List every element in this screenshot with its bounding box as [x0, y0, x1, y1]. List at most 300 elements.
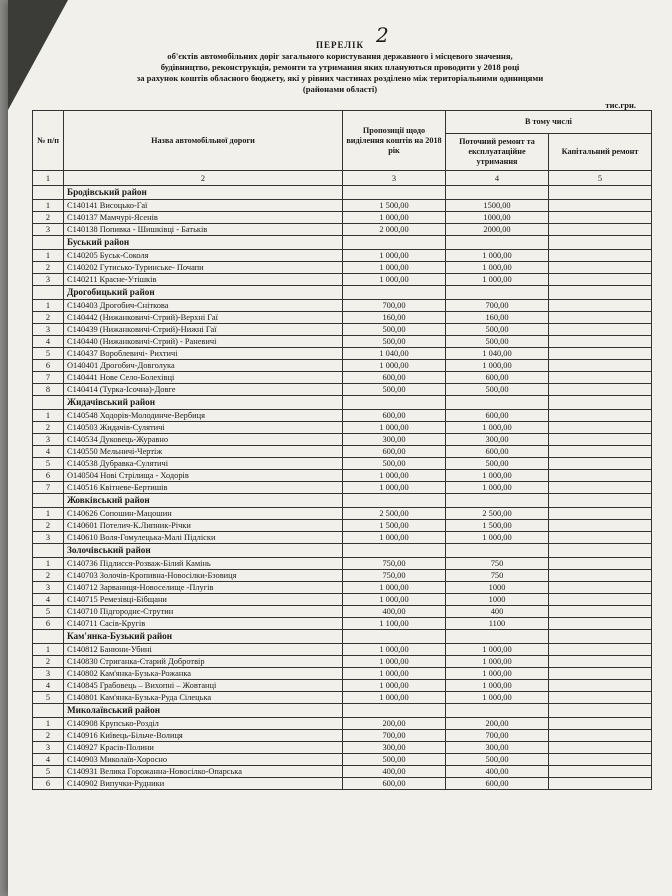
district-row [33, 396, 652, 410]
row-num: 1 [33, 718, 64, 730]
proposed-amount: 400,00 [343, 766, 446, 778]
district-empty-cell [343, 494, 446, 508]
capital-repair-amount [549, 274, 652, 286]
capital-repair-amount [549, 446, 652, 458]
current-repair-amount: 750 [446, 570, 549, 582]
road-name: С140931 Велика Горожанна-Новосілко-Опарська [64, 766, 343, 778]
table-row [33, 508, 652, 520]
table-row [33, 680, 652, 692]
district-empty-cell [343, 236, 446, 250]
subtitle-line-3: за рахунок коштів обласного бюджету, які у рівних частинах розділено між територіальними одиницями [136, 73, 544, 83]
district-name: Миколаївський район [64, 704, 343, 718]
proposed-amount: 300,00 [343, 742, 446, 754]
capital-repair-amount [549, 336, 652, 348]
row-num: 3 [33, 582, 64, 594]
row-num: 1 [33, 250, 64, 262]
current-repair-amount: 300,00 [446, 742, 549, 754]
row-num: 7 [33, 482, 64, 494]
district-empty-cell [343, 544, 446, 558]
proposed-amount: 1 000,00 [343, 274, 446, 286]
current-repair-amount: 2 500,00 [446, 508, 549, 520]
capital-repair-amount [549, 644, 652, 656]
district-num-cell [33, 630, 64, 644]
units-label: тис.грн. [605, 100, 636, 110]
district-name: Золочівський район [64, 544, 343, 558]
current-repair-amount: 1 000,00 [446, 274, 549, 286]
current-repair-amount: 1 000,00 [446, 470, 549, 482]
table-body [33, 171, 652, 790]
row-num: 3 [33, 532, 64, 544]
road-name: С140538 Дубравка-Сулятичі [64, 458, 343, 470]
row-num: 2 [33, 656, 64, 668]
district-row [33, 704, 652, 718]
road-name: С140845 Грабовець – Вихопні – Жовтанці [64, 680, 343, 692]
current-repair-amount: 600,00 [446, 778, 549, 790]
subtitle-line-1: об'єктів автомобільних доріг загального користування державного і місцевого значення, [167, 51, 513, 61]
road-name: С140439 (Нижанковичі-Стрий)-Нижні Гаї [64, 324, 343, 336]
current-repair-amount: 1 000,00 [446, 532, 549, 544]
district-num-cell [33, 286, 64, 300]
road-name: С140927 Красів-Полини [64, 742, 343, 754]
road-name: С140550 Мельничі-Чертіж [64, 446, 343, 458]
road-name: С140908 Крупсько-Розділ [64, 718, 343, 730]
capital-repair-amount [549, 520, 652, 532]
row-num: 6 [33, 360, 64, 372]
row-num: 1 [33, 410, 64, 422]
district-empty-cell [549, 396, 652, 410]
current-repair-amount: 500,00 [446, 336, 549, 348]
capital-repair-amount [549, 470, 652, 482]
table-row [33, 778, 652, 790]
current-repair-amount: 500,00 [446, 384, 549, 396]
district-row [33, 236, 652, 250]
proposed-amount: 500,00 [343, 458, 446, 470]
row-num: 5 [33, 348, 64, 360]
district-num-cell [33, 236, 64, 250]
road-name: С140442 (Нижанковичі-Стрий)-Верхні Гаї [64, 312, 343, 324]
current-repair-amount: 600,00 [446, 410, 549, 422]
table-row [33, 312, 652, 324]
road-name: С140403 Дрогобич-Сніткова [64, 300, 343, 312]
current-repair-amount: 1 000,00 [446, 668, 549, 680]
district-row [33, 286, 652, 300]
road-name: С140916 Київець-Більче-Волиця [64, 730, 343, 742]
road-name: С140712 Зарваниця-Новоселище -Плугів [64, 582, 343, 594]
road-name: С140440 (Нижанковичі-Стрий) - Раневичі [64, 336, 343, 348]
row-num: 5 [33, 766, 64, 778]
table-row [33, 224, 652, 236]
table-row [33, 274, 652, 286]
table-row [33, 570, 652, 582]
current-repair-amount: 1 000,00 [446, 680, 549, 692]
current-repair-amount: 1100 [446, 618, 549, 630]
table-row [33, 606, 652, 618]
current-repair-amount: 1 000,00 [446, 262, 549, 274]
table-row [33, 618, 652, 630]
row-num: 8 [33, 384, 64, 396]
capital-repair-amount [549, 680, 652, 692]
document-title: ПЕРЕЛІК [315, 40, 365, 50]
road-name: О140504 Нові Стрілища - Ходорів [64, 470, 343, 482]
capital-repair-amount [549, 224, 652, 236]
district-num-cell [33, 186, 64, 200]
district-name: Кам'янка-Бузький район [64, 630, 343, 644]
road-name: С140601 Потелич-К.Липник-Річки [64, 520, 343, 532]
current-repair-amount: 1 000,00 [446, 482, 549, 494]
proposed-amount: 1 000,00 [343, 668, 446, 680]
table-row [33, 644, 652, 656]
capital-repair-amount [549, 324, 652, 336]
proposed-amount: 300,00 [343, 434, 446, 446]
handwritten-number: 2 [376, 23, 389, 47]
document-header [8, 23, 672, 95]
current-repair-amount: 600,00 [446, 372, 549, 384]
capital-repair-amount [549, 532, 652, 544]
capital-repair-amount [549, 606, 652, 618]
road-name: С140437 Вороблевичі- Рихтичі [64, 348, 343, 360]
district-row [33, 186, 652, 200]
current-repair-amount: 400 [446, 606, 549, 618]
proposed-amount: 500,00 [343, 384, 446, 396]
district-row [33, 544, 652, 558]
row-num: 6 [33, 470, 64, 482]
road-name: С140503 Жидачів-Сулятичі [64, 422, 343, 434]
road-name: С140548 Ходорів-Молодинче-Вербиця [64, 410, 343, 422]
header-num: № п/п [33, 111, 64, 171]
current-repair-amount: 600,00 [446, 446, 549, 458]
row-num: 2 [33, 422, 64, 434]
row-num: 4 [33, 754, 64, 766]
current-repair-amount: 300,00 [446, 434, 549, 446]
road-name: С140830 Стриганка-Старий Добротвір [64, 656, 343, 668]
road-name: С140610 Воля-Гомулецька-Малі Підліски [64, 532, 343, 544]
district-empty-cell [446, 494, 549, 508]
capital-repair-amount [549, 558, 652, 570]
proposed-amount: 1 000,00 [343, 360, 446, 372]
current-repair-amount: 200,00 [446, 718, 549, 730]
proposed-amount: 1 000,00 [343, 692, 446, 704]
capital-repair-amount [549, 360, 652, 372]
district-num-cell [33, 494, 64, 508]
district-empty-cell [343, 704, 446, 718]
document-page [8, 0, 672, 896]
current-repair-amount: 1 040,00 [446, 348, 549, 360]
capital-repair-amount [549, 582, 652, 594]
subtitle-line-2: будівництво, реконструкція, ремонти та утримання яких плануються проводити у 2018 році [160, 62, 520, 72]
row-num: 3 [33, 668, 64, 680]
capital-repair-amount [549, 384, 652, 396]
table-row [33, 656, 652, 668]
district-row [33, 494, 652, 508]
table-row [33, 200, 652, 212]
road-name: С140138 Попивка - Шишківці - Батьків [64, 224, 343, 236]
district-empty-cell [549, 286, 652, 300]
district-empty-cell [343, 630, 446, 644]
district-name: Жидачівський район [64, 396, 343, 410]
current-repair-amount: 1000,00 [446, 212, 549, 224]
capital-repair-amount [549, 656, 652, 668]
road-name: С140534 Дуковець-Журавно [64, 434, 343, 446]
current-repair-amount: 1 500,00 [446, 520, 549, 532]
district-empty-cell [549, 704, 652, 718]
current-repair-amount: 1500,00 [446, 200, 549, 212]
district-empty-cell [549, 544, 652, 558]
table-row [33, 718, 652, 730]
table-row [33, 692, 652, 704]
table-row [33, 668, 652, 680]
row-num: 2 [33, 212, 64, 224]
table-row [33, 594, 652, 606]
road-name: С140441 Нове Село-Болехівці [64, 372, 343, 384]
proposed-amount: 600,00 [343, 446, 446, 458]
current-repair-amount: 1 000,00 [446, 656, 549, 668]
table-row [33, 742, 652, 754]
road-name: С140812 Банюни-Убині [64, 644, 343, 656]
district-empty-cell [549, 236, 652, 250]
current-repair-amount: 500,00 [446, 324, 549, 336]
table-row [33, 730, 652, 742]
capital-repair-amount [549, 730, 652, 742]
road-name: С140516 Квітневе-Бертишів [64, 482, 343, 494]
row-num: 3 [33, 324, 64, 336]
table-row [33, 360, 652, 372]
row-num: 5 [33, 606, 64, 618]
road-name: С140211 Красне-Утішків [64, 274, 343, 286]
column-number: 4 [446, 171, 549, 186]
row-num: 6 [33, 618, 64, 630]
proposed-amount: 200,00 [343, 718, 446, 730]
district-empty-cell [343, 186, 446, 200]
proposed-amount: 1 500,00 [343, 520, 446, 532]
capital-repair-amount [549, 570, 652, 582]
proposed-amount: 1 000,00 [343, 656, 446, 668]
proposed-amount: 1 000,00 [343, 250, 446, 262]
district-empty-cell [446, 286, 549, 300]
current-repair-amount: 1 000,00 [446, 360, 549, 372]
proposed-amount: 600,00 [343, 778, 446, 790]
roads-table [32, 110, 652, 790]
proposed-amount: 1 000,00 [343, 594, 446, 606]
proposed-amount: 400,00 [343, 606, 446, 618]
column-number: 1 [33, 171, 64, 186]
road-name: С140801 Кам'янка-Бузька-Руда Сілецька [64, 692, 343, 704]
proposed-amount: 1 000,00 [343, 422, 446, 434]
row-num: 4 [33, 680, 64, 692]
district-empty-cell [446, 186, 549, 200]
district-empty-cell [446, 396, 549, 410]
table-row [33, 482, 652, 494]
row-num: 1 [33, 300, 64, 312]
district-num-cell [33, 396, 64, 410]
road-name: С140137 Мамчурі-Ясенів [64, 212, 343, 224]
capital-repair-amount [549, 778, 652, 790]
proposed-amount: 1 100,00 [343, 618, 446, 630]
capital-repair-amount [549, 618, 652, 630]
district-empty-cell [549, 630, 652, 644]
table-row [33, 766, 652, 778]
proposed-amount: 2 500,00 [343, 508, 446, 520]
column-number-row [33, 171, 652, 186]
current-repair-amount: 1 000,00 [446, 692, 549, 704]
road-name: С140902 Випучки-Рудники [64, 778, 343, 790]
road-name: С140141 Висоцько-Гаї [64, 200, 343, 212]
header-proposed: Пропозиції щодо виділення коштів на 2018 рік [343, 111, 446, 171]
proposed-amount: 160,00 [343, 312, 446, 324]
proposed-amount: 600,00 [343, 372, 446, 384]
row-num: 2 [33, 262, 64, 274]
proposed-amount: 700,00 [343, 300, 446, 312]
proposed-amount: 500,00 [343, 324, 446, 336]
row-num: 1 [33, 508, 64, 520]
table-row [33, 520, 652, 532]
current-repair-amount: 1000 [446, 582, 549, 594]
current-repair-amount: 400,00 [446, 766, 549, 778]
header-name: Назва автомобільної дороги [64, 111, 343, 171]
road-name: С140710 Підгороднє-Струтин [64, 606, 343, 618]
header-current: Поточний ремонт та експлуатаційне утримання [446, 134, 549, 171]
table-row [33, 434, 652, 446]
capital-repair-amount [549, 300, 652, 312]
current-repair-amount: 160,00 [446, 312, 549, 324]
row-num: 3 [33, 434, 64, 446]
table-row [33, 250, 652, 262]
current-repair-amount: 2000,00 [446, 224, 549, 236]
district-empty-cell [446, 544, 549, 558]
table-row [33, 532, 652, 544]
district-empty-cell [343, 286, 446, 300]
district-num-cell [33, 544, 64, 558]
road-name: С140414 (Турка-Ісочна)-Довге [64, 384, 343, 396]
row-num: 4 [33, 594, 64, 606]
table-row [33, 324, 652, 336]
capital-repair-amount [549, 458, 652, 470]
row-num: 2 [33, 570, 64, 582]
proposed-amount: 1 000,00 [343, 470, 446, 482]
proposed-amount: 1 000,00 [343, 262, 446, 274]
proposed-amount: 1 000,00 [343, 482, 446, 494]
table-row [33, 470, 652, 482]
row-num: 2 [33, 520, 64, 532]
table-row [33, 212, 652, 224]
header-capital: Капітальний ремонт [549, 134, 652, 171]
road-name: С140715 Ремезівці-Бібщани [64, 594, 343, 606]
capital-repair-amount [549, 718, 652, 730]
current-repair-amount: 1000 [446, 594, 549, 606]
road-name: С140903 Миколаїв-Хоросно [64, 754, 343, 766]
column-number: 3 [343, 171, 446, 186]
current-repair-amount: 500,00 [446, 754, 549, 766]
row-num: 3 [33, 274, 64, 286]
district-name: Дрогобицький район [64, 286, 343, 300]
table-row [33, 558, 652, 570]
row-num: 1 [33, 644, 64, 656]
row-num: 2 [33, 730, 64, 742]
proposed-amount: 750,00 [343, 570, 446, 582]
capital-repair-amount [549, 372, 652, 384]
capital-repair-amount [549, 312, 652, 324]
district-row [33, 630, 652, 644]
capital-repair-amount [549, 410, 652, 422]
capital-repair-amount [549, 212, 652, 224]
district-empty-cell [549, 186, 652, 200]
row-num: 3 [33, 224, 64, 236]
district-empty-cell [549, 494, 652, 508]
capital-repair-amount [549, 422, 652, 434]
row-num: 1 [33, 200, 64, 212]
capital-repair-amount [549, 250, 652, 262]
capital-repair-amount [549, 200, 652, 212]
proposed-amount: 1 000,00 [343, 582, 446, 594]
row-num: 3 [33, 742, 64, 754]
capital-repair-amount [549, 348, 652, 360]
proposed-amount: 1 000,00 [343, 680, 446, 692]
table-row [33, 458, 652, 470]
district-empty-cell [343, 396, 446, 410]
district-name: Бродівський район [64, 186, 343, 200]
district-name: Буський район [64, 236, 343, 250]
table-row [33, 300, 652, 312]
row-num: 4 [33, 336, 64, 348]
proposed-amount: 1 040,00 [343, 348, 446, 360]
current-repair-amount: 500,00 [446, 458, 549, 470]
subtitle-line-4: (районами області) [302, 84, 378, 94]
proposed-amount: 1 500,00 [343, 200, 446, 212]
header-incl: В тому числі [446, 111, 652, 134]
road-name: С140626 Сопошин-Мацошин [64, 508, 343, 520]
table-row [33, 348, 652, 360]
current-repair-amount: 700,00 [446, 730, 549, 742]
proposed-amount: 700,00 [343, 730, 446, 742]
capital-repair-amount [549, 594, 652, 606]
road-name: С140802 Кам'янка-Бузька-Рожанка [64, 668, 343, 680]
current-repair-amount: 1 000,00 [446, 644, 549, 656]
table-row [33, 372, 652, 384]
district-num-cell [33, 704, 64, 718]
capital-repair-amount [549, 668, 652, 680]
road-name: С140205 Буськ-Соколя [64, 250, 343, 262]
table-row [33, 446, 652, 458]
proposed-amount: 1 000,00 [343, 644, 446, 656]
table-row [33, 262, 652, 274]
current-repair-amount: 1 000,00 [446, 250, 549, 262]
capital-repair-amount [549, 692, 652, 704]
proposed-amount: 600,00 [343, 410, 446, 422]
proposed-amount: 500,00 [343, 336, 446, 348]
table-row [33, 422, 652, 434]
current-repair-amount: 750 [446, 558, 549, 570]
row-num: 2 [33, 312, 64, 324]
capital-repair-amount [549, 262, 652, 274]
row-num: 5 [33, 458, 64, 470]
proposed-amount: 1 000,00 [343, 212, 446, 224]
capital-repair-amount [549, 482, 652, 494]
capital-repair-amount [549, 508, 652, 520]
road-name: С140736 Підлисся-Розваж-Білий Камінь [64, 558, 343, 570]
district-empty-cell [446, 704, 549, 718]
row-num: 4 [33, 446, 64, 458]
column-number: 2 [64, 171, 343, 186]
table-row [33, 336, 652, 348]
table-row [33, 384, 652, 396]
row-num: 7 [33, 372, 64, 384]
proposed-amount: 2 000,00 [343, 224, 446, 236]
column-number: 5 [549, 171, 652, 186]
proposed-amount: 750,00 [343, 558, 446, 570]
table-row [33, 410, 652, 422]
table-row [33, 754, 652, 766]
district-empty-cell [446, 236, 549, 250]
row-num: 6 [33, 778, 64, 790]
